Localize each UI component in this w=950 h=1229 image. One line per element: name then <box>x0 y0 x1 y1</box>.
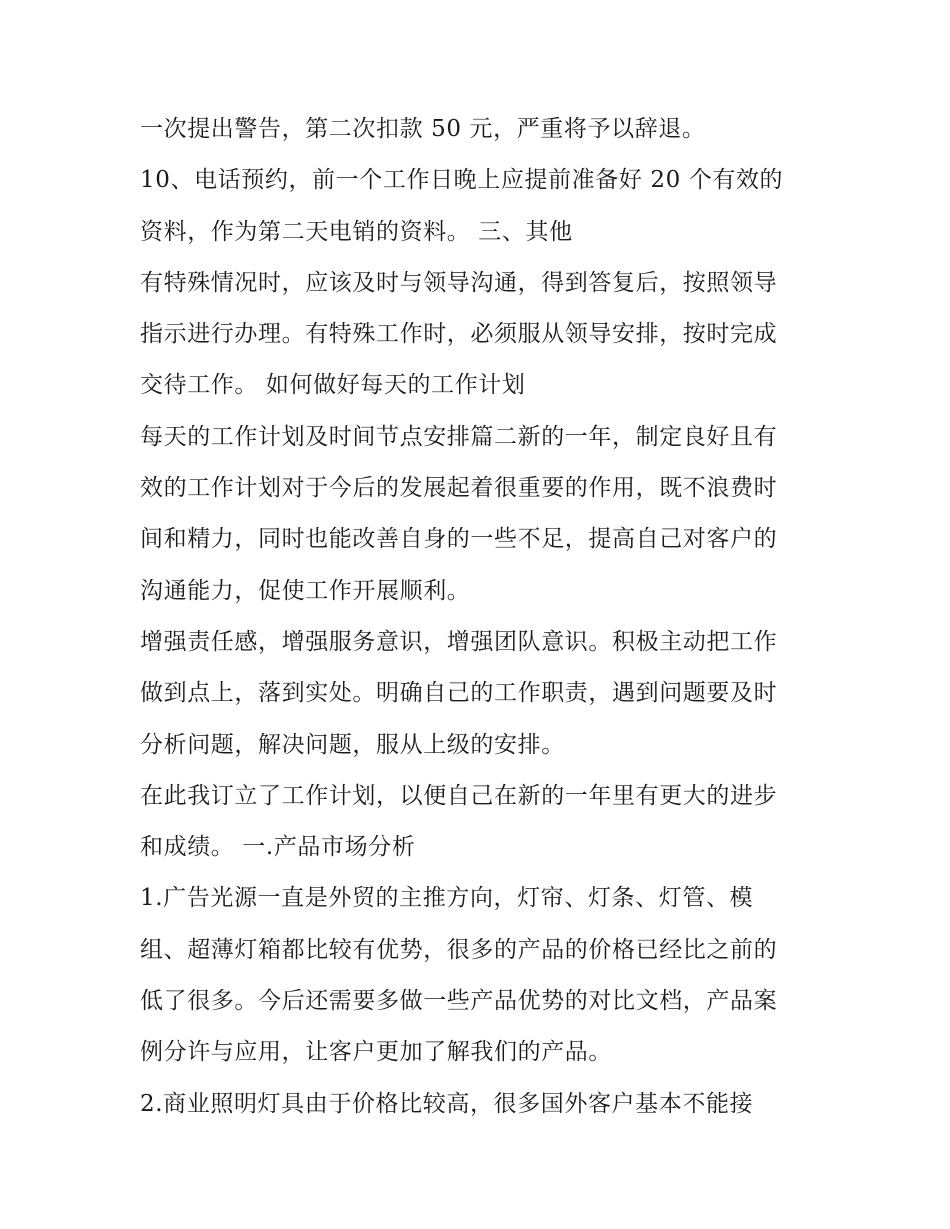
text-line: 和成绩。 一.产品市场分析 <box>140 834 416 861</box>
text-line: 每天的工作计划及时间节点安排篇二新的一年，制定良好且有 <box>140 423 778 450</box>
document-body <box>140 104 820 1130</box>
text-line: 有特殊情况时，应该及时与领导沟通，得到答复后，按照领导 <box>140 269 778 296</box>
text-line: 一次提出警告，第二次扣款 50 元，严重将予以辞退。 <box>140 116 706 142</box>
text-line: 做到点上，落到实处。明确自己的工作职责，遇到问题要及时 <box>140 680 778 707</box>
text-line: 分析问题，解决问题，服从上级的安排。 <box>140 731 565 758</box>
text-line: 在此我订立了工作计划，以便自己在新的一年里有更大的进步 <box>140 782 778 809</box>
text-line: 沟通能力，促使工作开展顺利。 <box>140 577 471 604</box>
text-line: 2.商业照明灯具由于价格比较高，很多国外客户基本不能接 <box>140 1090 754 1117</box>
text-line: 效的工作计划对于今后的发展起着很重要的作用，既不浪费时 <box>140 475 778 502</box>
text-line: 交待工作。 如何做好每天的工作计划 <box>140 372 526 399</box>
text-line: 低了很多。今后还需要多做一些产品优势的对比文档，产品案 <box>140 988 778 1015</box>
text-line: 资料，作为第二天电销的资料。 三、其他 <box>140 218 573 245</box>
text-line: 1.广告光源一直是外贸的主推方向，灯帘、灯条、灯管、模 <box>140 885 754 912</box>
text-line: 间和精力，同时也能改善自身的一些不足，提高自己对客户的 <box>140 526 778 553</box>
text-line: 10、电话预约，前一个工作日晚上应提前准备好 20 个有效的 <box>140 167 784 194</box>
text-line: 例分许与应用，让客户更加了解我们的产品。 <box>140 1039 612 1066</box>
text-line: 指示进行办理。有特殊工作时，必须服从领导安排，按时完成 <box>140 321 778 348</box>
text-line: 增强责任感，增强服务意识，增强团队意识。积极主动把工作 <box>140 628 778 655</box>
text-line: 组、超薄灯箱都比较有优势，很多的产品的价格已经比之前的 <box>140 936 778 963</box>
